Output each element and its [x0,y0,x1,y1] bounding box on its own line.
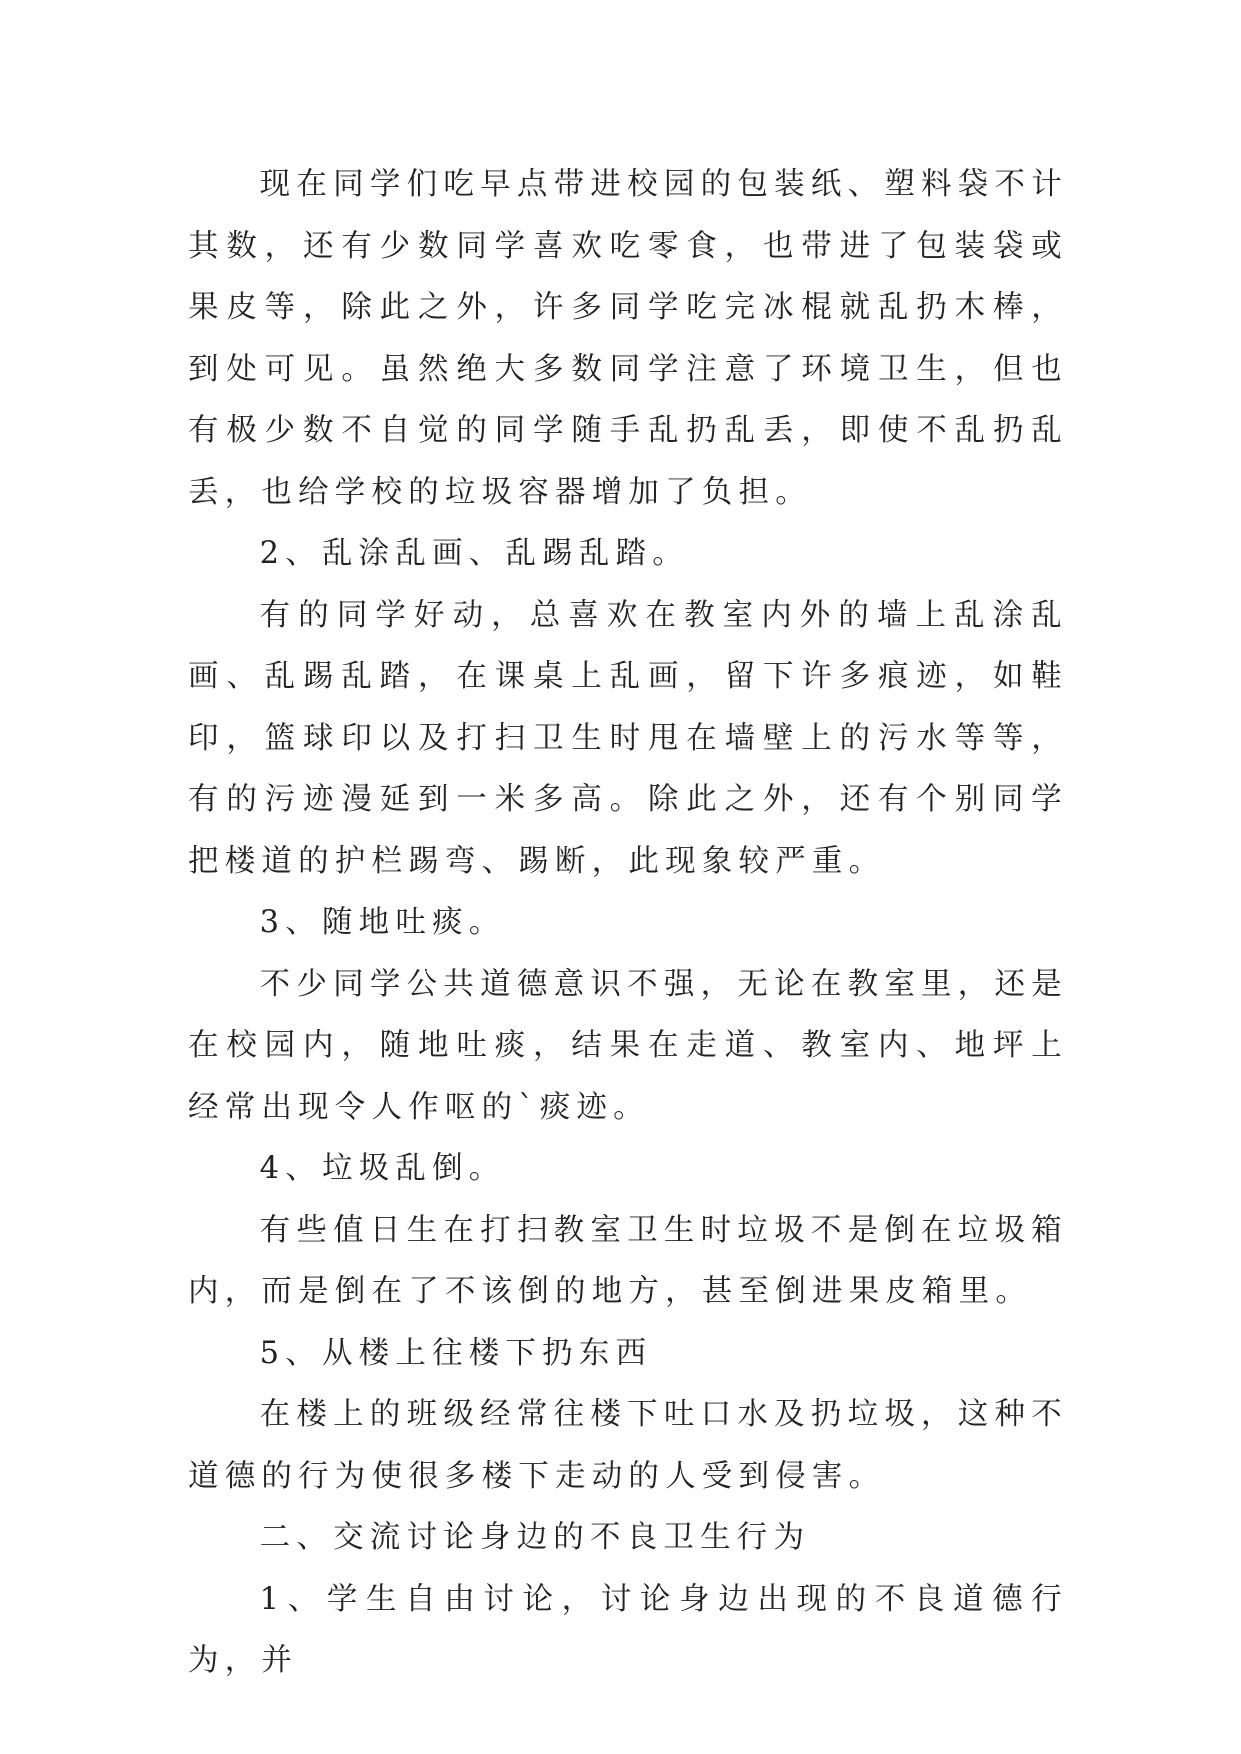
paragraph-spitting-description: 不少同学公共道德意识不强，无论在教室里，还是在校园内，随地吐痰，结果在走道、教室内、地坪上经常出现令人作呕的`痰迹。 [188,966,1068,1125]
item-heading-throwing-downstairs: 5、从楼上往楼下扔东西 [259,1335,653,1371]
paragraph-graffiti-description: 有的同学好动，总喜欢在教室内外的墙上乱涂乱画、乱踢乱踏，在课桌上乱画，留下许多痕迹，如鞋印，篮球印以及打扫卫生时甩在墙壁上的污水等等，有的污迹漫延到一米多高。除此之外，还有个别同学把楼道的护栏踢弯、踢断，此现象较严重。 [188,597,1068,879]
paragraph-discussion-step-1: 1、学生自由讨论，讨论身边出现的不良道德行为，并 [188,1581,1068,1678]
section-heading-discussion: 二、交流讨论身边的不良卫生行为 [259,1520,811,1555]
paragraph-garbage-dumping-description: 有些值日生在打扫教室卫生时垃圾不是倒在垃圾箱内，而是倒在了不该倒的地方，甚至倒进果皮箱里。 [188,1212,1068,1309]
item-heading-graffiti: 2、乱涂乱画、乱踢乱踏。 [259,536,689,571]
item-heading-garbage-dumping: 4、垃圾乱倒。 [259,1151,506,1186]
paragraph-litter-description: 现在同学们吃早点带进校园的包装纸、塑料袋不计其数，还有少数同学喜欢吃零食，也带进了包装袋或果皮等，除此之外，许多同学吃完冰棍就乱扔木棒，到处可见。虽然绝大多数同学注意了环境卫生，但也有极少数不自觉的同学随手乱扔乱丢，即使不乱扔乱丢，也给学校的垃圾容器增加了负担。 [188,167,1068,510]
item-heading-spitting: 3、随地吐痰。 [259,905,506,940]
paragraph-throwing-downstairs-description: 在楼上的班级经常往楼下吐口水及扔垃圾，这种不道德的行为使很多楼下走动的人受到侵害。 [188,1397,1068,1494]
document-body [188,154,1068,1692]
